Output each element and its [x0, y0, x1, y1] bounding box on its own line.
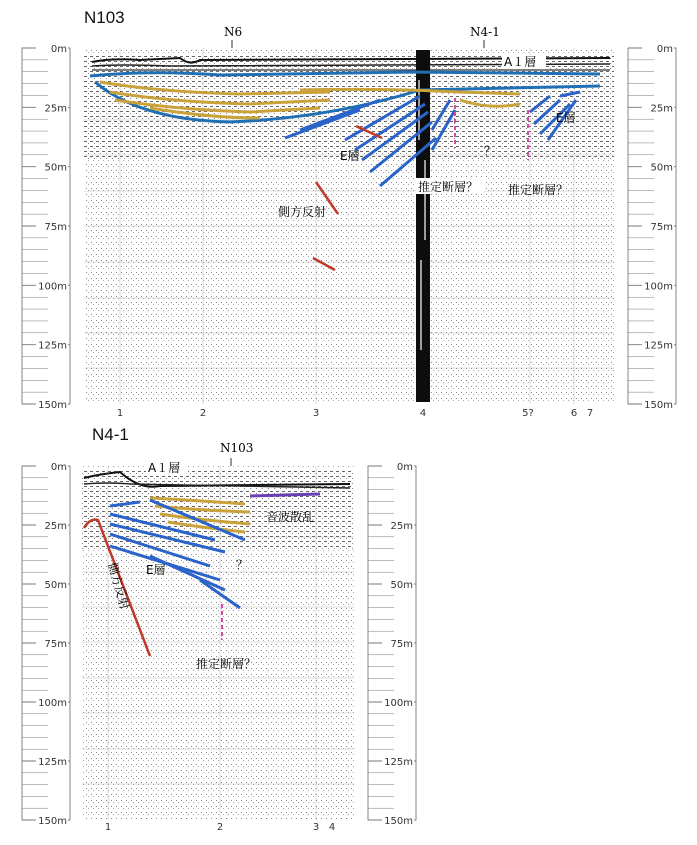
depth-tick-label: 100m: [644, 281, 673, 293]
label-e-layer-right-n103: E層: [556, 111, 576, 125]
trace-number-label: 5?: [522, 408, 534, 419]
depth-tick-label: 0m: [50, 462, 67, 473]
label-scatter-n4-1: 音波散乱: [266, 510, 315, 524]
trace-number-label: 4: [419, 408, 427, 419]
label-e-layer-left-n103: E層: [340, 149, 360, 163]
depth-tick-label: 50m: [390, 580, 413, 591]
depth-tick-label: 0m: [396, 462, 413, 473]
depth-tick-label: 75m: [650, 222, 673, 233]
trace-number-label: 4: [328, 822, 336, 833]
label-fault-2-n103: 推定断層？: [508, 183, 569, 197]
depth-tick-label: 75m: [390, 639, 413, 650]
depth-tick-label: 50m: [44, 162, 67, 174]
label-a1-layer-n4-1: A１層: [148, 461, 181, 475]
depth-tick-label: 0m: [50, 44, 67, 55]
trace-number-label: 2: [199, 408, 207, 419]
depth-tick-label: 125m: [38, 757, 67, 768]
depth-tick-label: 25m: [650, 103, 673, 115]
depth-tick-label: 125m: [38, 340, 67, 352]
trace-number-label: 1: [104, 822, 112, 833]
depth-tick-label: 25m: [44, 521, 67, 532]
label-question-n103: ？: [484, 144, 497, 158]
trace-number-label: 6: [570, 408, 578, 419]
seismic-section-n103: [84, 48, 614, 404]
depth-scale-left-n103: [22, 41, 70, 411]
depth-scale-right-n4-1: [368, 459, 416, 827]
purple-layer-n4-1: [250, 494, 320, 496]
depth-tick-label: 125m: [384, 757, 413, 768]
label-side-reflection-n4-1: 側方反射: [105, 560, 132, 611]
crossing-label-n6: N6: [224, 25, 243, 39]
depth-tick-label: 0m: [656, 44, 673, 55]
label-a1-layer-n103: A１層: [504, 55, 537, 69]
label-fault-1-n103: 推定断層？: [418, 180, 479, 194]
trace-number-label: 2: [216, 822, 224, 833]
trace-number-label: 3: [312, 822, 320, 833]
depth-tick-label: 125m: [644, 340, 673, 352]
profile-title-n103: N103: [84, 8, 125, 27]
label-e-layer-n4-1: E層: [146, 563, 166, 577]
depth-tick-label: 150m: [38, 816, 67, 827]
depth-tick-label: 75m: [44, 639, 67, 650]
depth-tick-label: 150m: [384, 816, 413, 827]
depth-scale-right-n103: [628, 41, 676, 411]
depth-tick-label: 50m: [44, 580, 67, 591]
depth-tick-label: 50m: [650, 162, 673, 174]
profile-title-n4-1: N4-1: [92, 425, 129, 444]
label-side-reflection-n103: 側方反射: [278, 205, 327, 219]
depth-tick-label: 150m: [38, 400, 67, 411]
depth-tick-label: 100m: [38, 698, 67, 709]
depth-scale-left-n4-1: [22, 459, 70, 827]
depth-tick-label: 25m: [390, 521, 413, 532]
depth-tick-label: 75m: [44, 222, 67, 233]
depth-tick-label: 100m: [384, 698, 413, 709]
trace-number-label: 7: [586, 408, 594, 419]
trace-number-label: 3: [312, 408, 320, 419]
depth-tick-label: 100m: [38, 281, 67, 293]
crossing-label-n103: N103: [220, 441, 254, 455]
crossing-label-n4-1: N4-1: [470, 25, 500, 39]
label-question-n4-1: ？: [236, 558, 249, 572]
label-fault-n4-1: 推定断層？: [196, 657, 257, 671]
depth-tick-label: 25m: [44, 103, 67, 115]
depth-tick-label: 150m: [644, 400, 673, 411]
trace-number-label: 1: [116, 408, 124, 419]
